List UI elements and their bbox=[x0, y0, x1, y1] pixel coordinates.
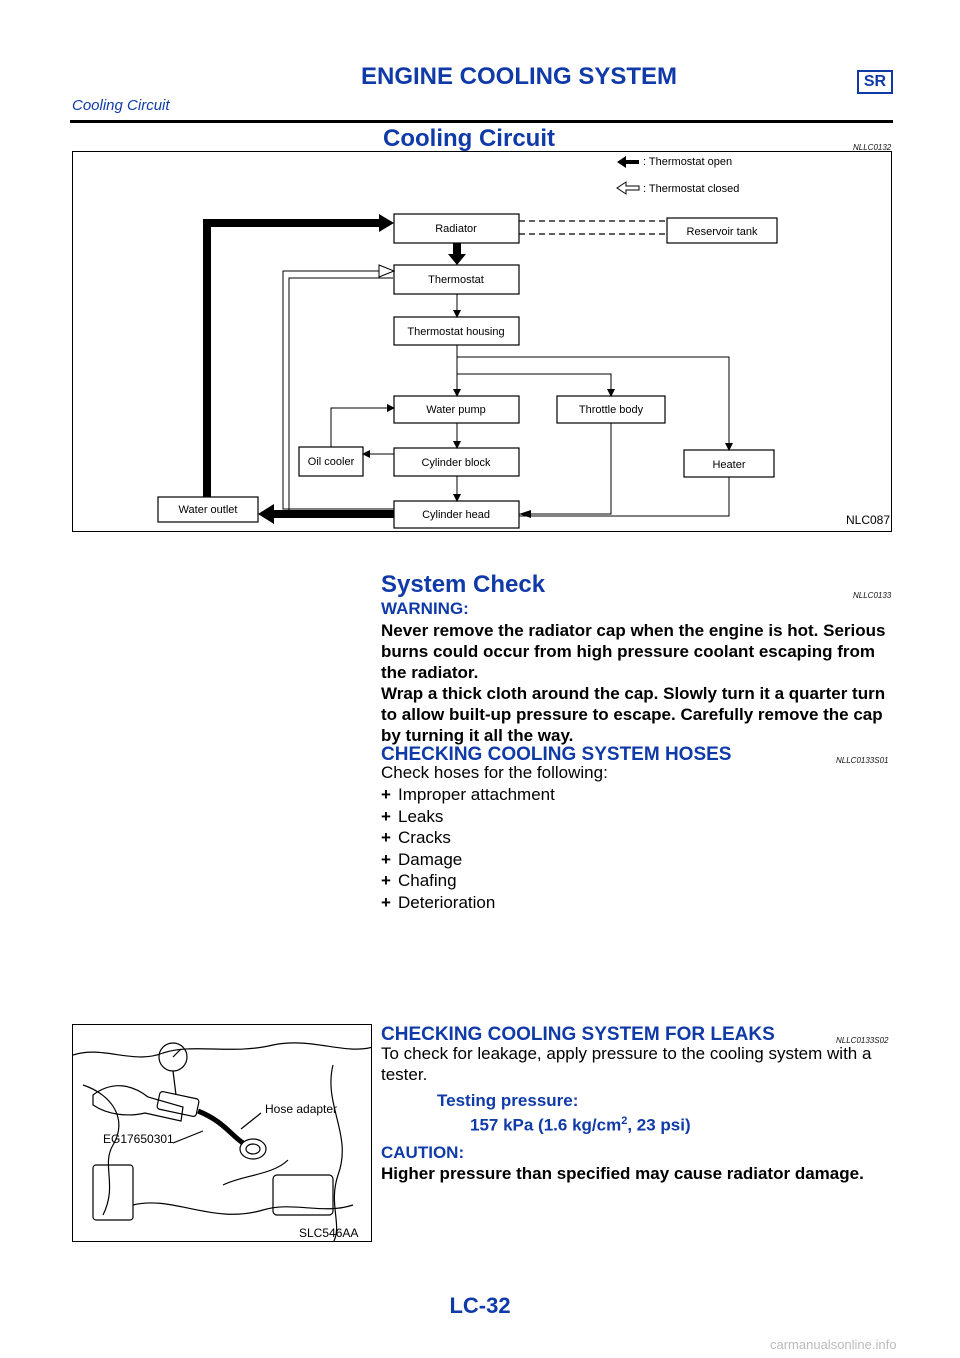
caution-text: Higher pressure than specified may cause radiator damage. bbox=[381, 1164, 864, 1183]
warning-line: Never remove the radiator cap when the engine is hot. Serious bbox=[381, 621, 886, 640]
radiator-neck bbox=[223, 1160, 288, 1185]
cylinder-head-label: Cylinder head bbox=[422, 509, 490, 521]
engine-hose-left bbox=[83, 1085, 119, 1215]
radiator-cap-adapter bbox=[240, 1139, 266, 1159]
bullet-mark: + bbox=[381, 849, 391, 869]
hose-adapter-leader bbox=[241, 1113, 261, 1129]
cylinder-block-label: Cylinder block bbox=[421, 457, 491, 469]
list-item bbox=[381, 827, 555, 849]
list-item-text: Improper attachment bbox=[398, 785, 555, 804]
leaks-body bbox=[381, 1043, 893, 1085]
tester-drawing bbox=[73, 1025, 372, 1242]
warning-line: the radiator. bbox=[381, 663, 479, 682]
water-outlet-label: Water outlet bbox=[178, 504, 238, 516]
bullet-mark: + bbox=[381, 871, 391, 891]
engine-block-part bbox=[93, 1165, 133, 1220]
thermostat-open-arrow-icon bbox=[617, 156, 639, 168]
system-check-heading: System Check bbox=[381, 571, 546, 598]
header-rule bbox=[70, 120, 893, 123]
head-to-outlet-stem bbox=[273, 510, 394, 518]
throttle-return-line bbox=[519, 423, 611, 514]
legend-open-text: : Thermostat open bbox=[643, 156, 733, 168]
engine-hose-right bbox=[331, 1065, 342, 1242]
tester-hose bbox=[198, 1111, 243, 1143]
thermostat-label: Thermostat bbox=[428, 274, 484, 286]
warning-label: WARNING: bbox=[381, 599, 469, 618]
leaks-heading: CHECKING COOLING SYSTEM FOR LEAKS bbox=[381, 1024, 775, 1045]
hoses-heading: CHECKING COOLING SYSTEM HOSES bbox=[381, 744, 732, 765]
pressure-value-main: 157 kPa (1.6 kg/cm bbox=[470, 1115, 622, 1135]
circuit-diagram-svg bbox=[73, 152, 893, 533]
pressure-value-rest: , 23 psi) bbox=[627, 1115, 691, 1135]
legend-closed bbox=[617, 182, 739, 195]
radiator-to-thermostat-arrow bbox=[448, 254, 466, 265]
warning-text bbox=[381, 620, 893, 746]
list-item-text: Cracks bbox=[398, 828, 451, 848]
bullet-mark: + bbox=[381, 785, 391, 804]
pressure-gauge-icon bbox=[159, 1043, 187, 1071]
heater-label: Heater bbox=[712, 459, 746, 471]
warning-line: by turning it all the way. bbox=[381, 726, 574, 745]
bullet-mark: + bbox=[381, 828, 391, 848]
testing-pressure-label: Testing pressure: bbox=[437, 1091, 579, 1110]
hoses-code: NLLC0133S01 bbox=[836, 756, 889, 765]
figure-2-caption: SLC546AA bbox=[299, 1226, 359, 1240]
engine-lower-outline bbox=[133, 1203, 353, 1214]
hoses-intro: Check hoses for the following: bbox=[381, 763, 608, 782]
thermostat-closed-arrowhead bbox=[379, 265, 394, 277]
radiator-label: Radiator bbox=[435, 223, 477, 235]
cooling-circuit-heading: Cooling Circuit bbox=[383, 125, 555, 152]
engine-outline bbox=[73, 1043, 372, 1057]
reservoir-tank-label: Reservoir tank bbox=[686, 226, 758, 238]
bullet-mark: + bbox=[381, 806, 391, 826]
cooling-circuit-code: NLLC0132 bbox=[853, 143, 892, 152]
leaks-body-line: To check for leakage, apply pressure to the cooling system with a bbox=[381, 1044, 872, 1063]
thermostat-closed-arrow-icon bbox=[617, 182, 639, 194]
oil-cooler-to-pump-line bbox=[331, 408, 394, 447]
hose-check-list bbox=[381, 784, 555, 914]
manual-section-title: ENGINE COOLING SYSTEM bbox=[361, 63, 678, 90]
list-item-text: Leaks bbox=[398, 806, 444, 826]
list-item bbox=[381, 784, 555, 806]
figure-1-caption: NLC087 bbox=[846, 513, 891, 527]
running-subtitle: Cooling Circuit bbox=[72, 97, 170, 114]
oil-cooler-label: Oil cooler bbox=[307, 456, 355, 468]
thermostat-housing-label: Thermostat housing bbox=[407, 326, 505, 338]
bullet-mark: + bbox=[381, 892, 391, 912]
radiator-to-thermostat-stem bbox=[453, 243, 461, 255]
adapter-inner bbox=[246, 1144, 260, 1154]
leaks-code: NLLC0133S02 bbox=[836, 1036, 889, 1045]
legend-closed-text: : Thermostat closed bbox=[643, 183, 740, 195]
pressure-tester-illustration bbox=[72, 1024, 372, 1242]
head-to-outlet-arrow bbox=[258, 504, 274, 524]
list-item bbox=[381, 849, 555, 871]
pressure-value-sup: 2 bbox=[621, 1115, 628, 1127]
warning-line: burns could occur from high pressure coolant escaping from bbox=[381, 642, 876, 661]
gauge-stem bbox=[173, 1071, 176, 1095]
cooling-circuit-diagram bbox=[72, 151, 892, 532]
list-item-text: Deterioration bbox=[398, 892, 496, 912]
head-return-arrow bbox=[519, 510, 531, 518]
system-check-code: NLLC0133 bbox=[853, 591, 892, 600]
list-item bbox=[381, 806, 555, 828]
tool-number-callout: EG17650301 bbox=[103, 1132, 174, 1146]
radiator-inlet-arrow bbox=[379, 214, 394, 232]
list-item bbox=[381, 892, 555, 914]
list-item-text: Chafing bbox=[398, 871, 457, 891]
pump-body bbox=[157, 1091, 200, 1117]
tool-number-leader bbox=[173, 1131, 203, 1143]
leaks-body-line: tester. bbox=[381, 1065, 428, 1084]
warning-line: Wrap a thick cloth around the cap. Slowly turn it a quarter turn bbox=[381, 684, 886, 703]
caution-label: CAUTION: bbox=[381, 1143, 465, 1162]
list-item bbox=[381, 870, 555, 892]
engine-code-badge: SR bbox=[857, 70, 893, 94]
hand-holding-pump bbox=[93, 1086, 183, 1121]
testing-pressure-value bbox=[470, 1115, 691, 1136]
warning-line: to allow built-up pressure to escape. Carefully remove the cap bbox=[381, 705, 883, 724]
heater-return-line bbox=[519, 477, 729, 516]
legend-open bbox=[617, 156, 732, 168]
throttle-body-label: Throttle body bbox=[578, 404, 644, 416]
housing-to-throttle-line bbox=[457, 374, 611, 396]
bypass-line-inner bbox=[289, 278, 394, 516]
page-number: LC-32 bbox=[449, 1293, 511, 1318]
list-item-text: Damage bbox=[398, 849, 463, 869]
site-watermark: carmanualsonline.info bbox=[770, 1337, 897, 1352]
hose-adapter-callout: Hose adapter bbox=[265, 1102, 338, 1116]
water-pump-label: Water pump bbox=[426, 404, 486, 416]
